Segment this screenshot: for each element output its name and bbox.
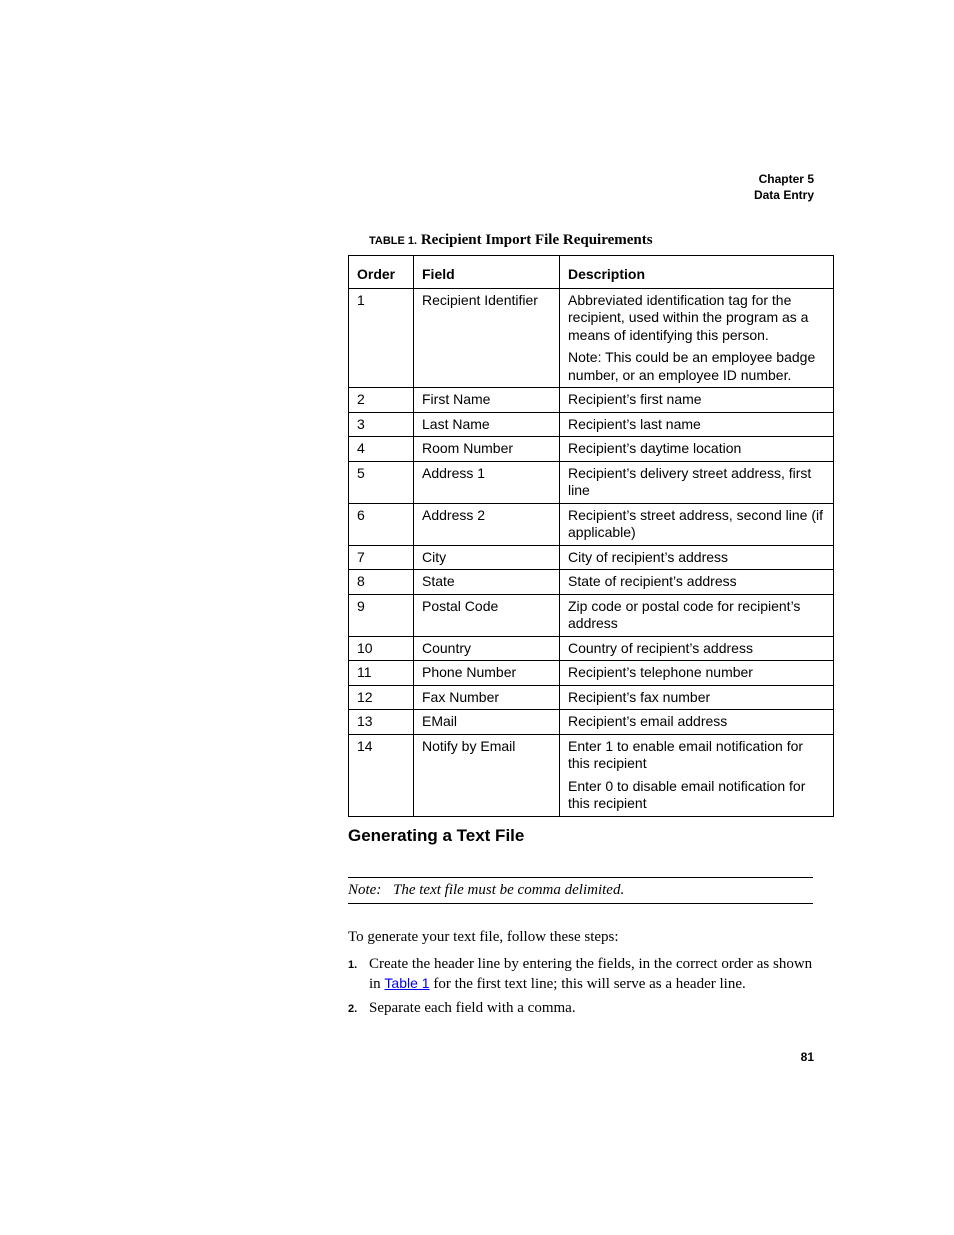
description-cell bbox=[560, 503, 834, 545]
recipient-import-table bbox=[348, 255, 834, 817]
column-header-order: Order bbox=[349, 256, 414, 289]
table-caption bbox=[369, 231, 653, 250]
table-row bbox=[349, 734, 834, 816]
step-text: Separate each field with a comma. bbox=[369, 1000, 576, 1016]
description-cell bbox=[560, 636, 834, 661]
description-cell bbox=[560, 412, 834, 437]
table-row bbox=[349, 437, 834, 462]
order-cell: 9 bbox=[349, 594, 414, 636]
table-1-link[interactable]: Table 1 bbox=[384, 975, 430, 991]
field-cell: State bbox=[414, 570, 560, 595]
chapter-number: Chapter 5 bbox=[758, 172, 814, 186]
table-row bbox=[349, 288, 834, 388]
table-row bbox=[349, 503, 834, 545]
description-cell bbox=[560, 594, 834, 636]
steps-list bbox=[348, 955, 818, 1023]
step-number: 1. bbox=[348, 959, 358, 971]
order-cell: 3 bbox=[349, 412, 414, 437]
table-row bbox=[349, 388, 834, 413]
note-box bbox=[348, 877, 813, 904]
order-cell: 14 bbox=[349, 734, 414, 816]
table-row bbox=[349, 661, 834, 686]
table-row bbox=[349, 594, 834, 636]
description-paragraph: Recipient’s first name bbox=[568, 391, 702, 407]
description-cell bbox=[560, 685, 834, 710]
description-cell bbox=[560, 461, 834, 503]
list-item bbox=[348, 999, 818, 1018]
order-cell: 10 bbox=[349, 636, 414, 661]
description-cell bbox=[560, 288, 834, 388]
description-cell bbox=[560, 388, 834, 413]
description-paragraph: Recipient’s last name bbox=[568, 415, 701, 432]
description-paragraph: Recipient’s daytime location bbox=[568, 440, 742, 456]
order-cell: 1 bbox=[349, 288, 414, 388]
description-paragraph: Enter 1 to enable email notification for this recipient bbox=[568, 737, 804, 771]
running-header bbox=[754, 171, 814, 203]
step-number: 2. bbox=[348, 1003, 358, 1015]
chapter-title: Data Entry bbox=[753, 188, 814, 202]
description-cell bbox=[560, 661, 834, 686]
table-header-row bbox=[349, 256, 834, 289]
description-cell bbox=[560, 570, 834, 595]
field-cell: EMail bbox=[414, 710, 560, 735]
description-paragraph: City of recipient’s address bbox=[568, 548, 729, 565]
table-row bbox=[349, 570, 834, 595]
note-label: Note: bbox=[348, 882, 382, 898]
table-title: Recipient Import File Requirements bbox=[420, 232, 653, 248]
table-row bbox=[349, 710, 834, 735]
description-paragraph: Note: This could be an employee badge number, or an employee ID number. bbox=[568, 349, 816, 383]
section-title: Generating a Text File bbox=[348, 826, 525, 845]
field-cell: Country bbox=[414, 636, 560, 661]
field-cell: Address 2 bbox=[414, 503, 560, 545]
column-header-description: Description bbox=[560, 256, 834, 289]
order-cell: 4 bbox=[349, 437, 414, 462]
step-text-after: for the first text line; this will serve as a header line. bbox=[429, 976, 746, 992]
field-cell: Phone Number bbox=[414, 661, 560, 686]
description-paragraph: State of recipient’s address bbox=[568, 573, 737, 589]
description-paragraph: Recipient’s telephone number bbox=[568, 664, 753, 680]
order-cell: 6 bbox=[349, 503, 414, 545]
table-body bbox=[349, 288, 834, 816]
description-paragraph: Recipient’s delivery street address, first line bbox=[568, 464, 812, 498]
description-paragraph: Recipient’s street address, second line (if applicable) bbox=[568, 506, 823, 540]
description-cell bbox=[560, 710, 834, 735]
order-cell: 13 bbox=[349, 710, 414, 735]
description-paragraph: Enter 0 to disable email notification for this recipient bbox=[568, 777, 806, 811]
description-cell bbox=[560, 545, 834, 570]
description-paragraph: Recipient’s fax number bbox=[568, 688, 711, 705]
note-text: The text file must be comma delimited. bbox=[393, 882, 625, 898]
table-row bbox=[349, 636, 834, 661]
table-row bbox=[349, 685, 834, 710]
field-cell: Recipient Identifier bbox=[414, 288, 560, 388]
field-cell: First Name bbox=[414, 388, 560, 413]
field-cell: Address 1 bbox=[414, 461, 560, 503]
description-cell bbox=[560, 734, 834, 816]
field-cell: Postal Code bbox=[414, 594, 560, 636]
description-paragraph: Country of recipient’s address bbox=[568, 639, 753, 656]
intro-text: To generate your text file, follow these steps: bbox=[348, 929, 619, 945]
table-row bbox=[349, 461, 834, 503]
step-text: Create the header line by entering the fields, in the correct order as shown in bbox=[369, 956, 813, 992]
description-cell bbox=[560, 437, 834, 462]
order-cell: 8 bbox=[349, 570, 414, 595]
order-cell: 7 bbox=[349, 545, 414, 570]
list-item bbox=[348, 955, 818, 994]
page-number: 81 bbox=[800, 1050, 814, 1064]
field-cell: City bbox=[414, 545, 560, 570]
field-cell: Fax Number bbox=[414, 685, 560, 710]
field-cell: Last Name bbox=[414, 412, 560, 437]
table-row bbox=[349, 412, 834, 437]
field-cell: Room Number bbox=[414, 437, 560, 462]
description-paragraph: Zip code or postal code for recipient’s address bbox=[568, 597, 801, 631]
field-cell: Notify by Email bbox=[414, 734, 560, 816]
table-row bbox=[349, 545, 834, 570]
order-cell: 2 bbox=[349, 388, 414, 413]
order-cell: 5 bbox=[349, 461, 414, 503]
column-header-field: Field bbox=[414, 256, 560, 289]
table-label: TABLE 1. bbox=[369, 235, 418, 247]
description-paragraph: Recipient’s email address bbox=[568, 713, 728, 729]
order-cell: 11 bbox=[349, 661, 414, 686]
order-cell: 12 bbox=[349, 685, 414, 710]
description-paragraph: Abbreviated identification tag for the recipient, used within the program as a means of identifying this person. bbox=[568, 291, 809, 343]
